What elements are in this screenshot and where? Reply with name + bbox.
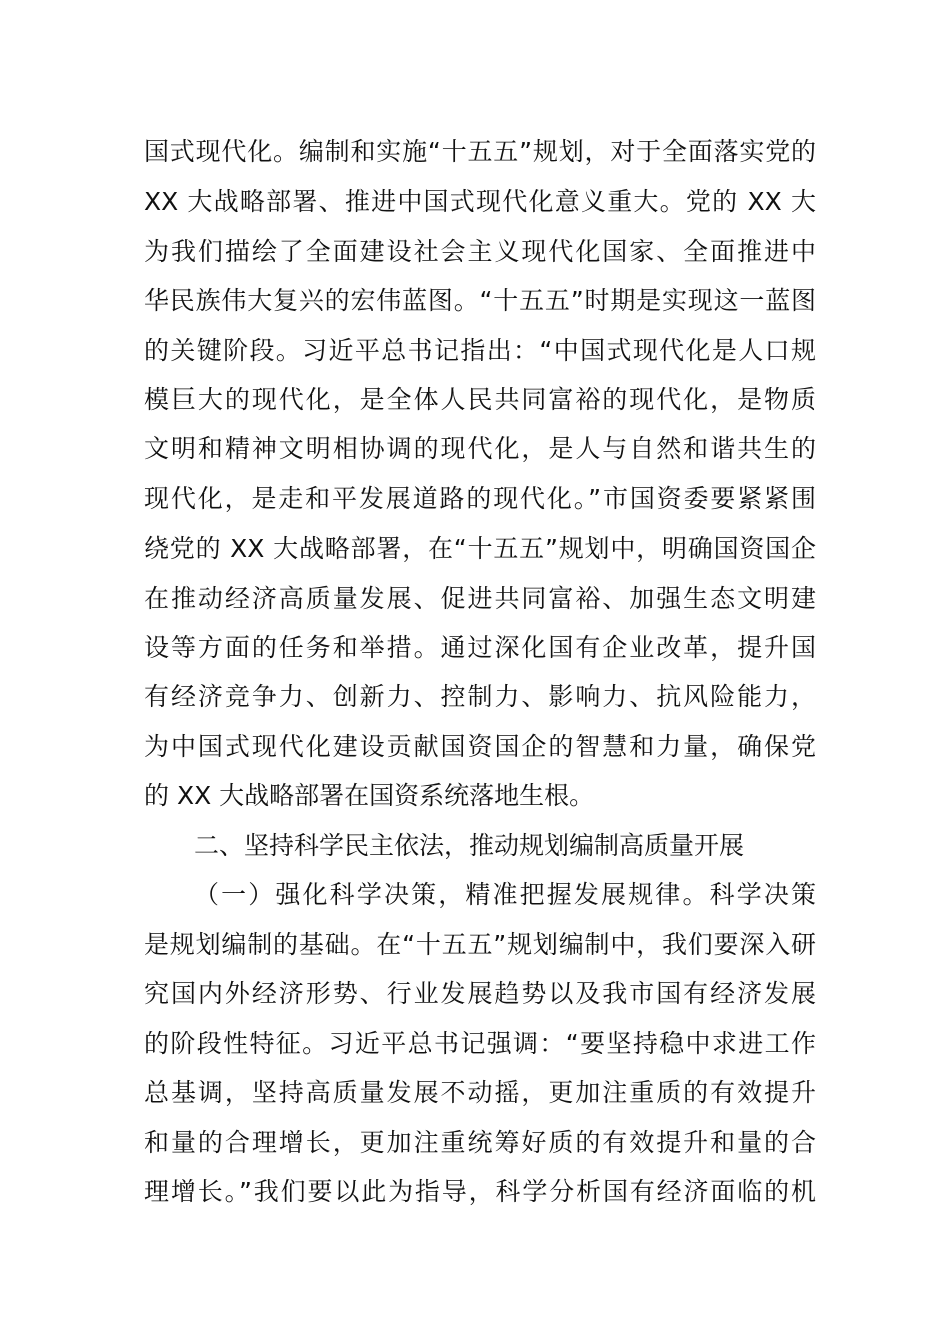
text-line: 有经济竞争力、创新力、控制力、影响力、抗风险能力， — [144, 682, 816, 711]
text-line: 文明和精神文明相协调的现代化，是人与自然和谐共生的 — [144, 434, 816, 463]
section-heading: 二、坚持科学民主依法，推动规划编制高质量开展 — [194, 831, 745, 860]
text-line: 理增长。”我们要以此为指导，科学分析国有经济面临的机 — [144, 1177, 816, 1206]
text-line: 的关键阶段。习近平总书记指出：“中国式现代化是人口规 — [144, 336, 816, 365]
text-line: 华民族伟大复兴的宏伟蓝图。“十五五”时期是实现这一蓝图 — [144, 286, 816, 315]
text-line: 究国内外经济形势、行业发展趋势以及我市国有经济发展 — [144, 979, 816, 1008]
text-line: 和量的合理增长，更加注重统筹好质的有效提升和量的合 — [144, 1128, 816, 1157]
text-line: 设等方面的任务和举措。通过深化国有企业改革，提升国 — [144, 633, 816, 662]
text-line: 国式现代化。编制和实施“十五五”规划，对于全面落实党的 — [144, 137, 816, 166]
text-line: 的 XX 大战略部署在国资系统落地生根。 — [144, 781, 595, 810]
subsection-heading: （一）强化科学决策，精准把握发展规律。科学决策 — [194, 880, 816, 909]
text-line: 是规划编制的基础。在“十五五”规划编制中，我们要深入研 — [144, 930, 816, 959]
text-line: 的阶段性特征。习近平总书记强调：“要坚持稳中求进工作 — [144, 1029, 816, 1058]
text-line: 为我们描绘了全面建设社会主义现代化国家、全面推进中 — [144, 237, 816, 266]
text-line: XX 大战略部署、推进中国式现代化意义重大。党的 XX 大 — [144, 187, 816, 216]
text-line: 绕党的 XX 大战略部署，在“十五五”规划中，明确国资国企 — [144, 534, 816, 563]
text-line: 在推动经济高质量发展、促进共同富裕、加强生态文明建 — [144, 584, 816, 613]
text-line: 模巨大的现代化，是全体人民共同富裕的现代化，是物质 — [144, 385, 816, 414]
text-line: 总基调，坚持高质量发展不动摇，更加注重质的有效提升 — [144, 1078, 816, 1107]
text-line: 为中国式现代化建设贡献国资国企的智慧和力量，确保党 — [144, 732, 816, 761]
text-line: 现代化，是走和平发展道路的现代化。”市国资委要紧紧围 — [144, 484, 816, 513]
